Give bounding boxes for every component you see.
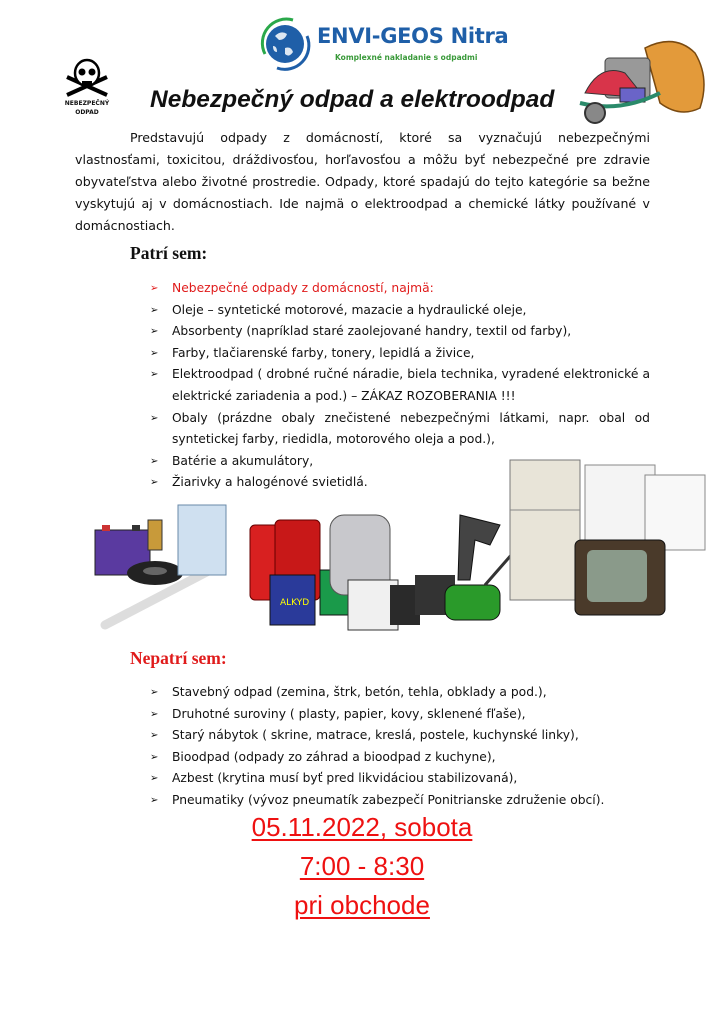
arrow-bullet-icon: ➢: [150, 347, 159, 359]
list-item: [150, 747, 620, 769]
list-item-text: Starý nábytok ( skrine, matrace, kreslá, postele, kuchynské linky),: [172, 728, 579, 743]
not-belongs-list: [150, 682, 620, 812]
arrow-bullet-icon: ➢: [150, 794, 159, 806]
canister-label: ALKYD: [280, 598, 310, 608]
schedule-place-text: pri obchode: [294, 890, 430, 920]
list-item-text: Nebezpečné odpady z domácností, najmä:: [172, 281, 434, 295]
list-item: [150, 343, 650, 365]
list-item-text: Batérie a akumulátory,: [172, 453, 314, 468]
list-item: [150, 790, 620, 812]
arrow-bullet-icon: ➢: [150, 369, 159, 381]
skull-crossbones-icon: [52, 55, 122, 101]
arrow-bullet-icon: ➢: [150, 687, 159, 698]
arrow-bullet-icon: ➢: [150, 283, 159, 294]
arrow-bullet-icon: ➢: [150, 773, 159, 785]
envi-geos-logo: [255, 14, 509, 74]
list-item: [150, 704, 620, 726]
globe-icon: [255, 14, 315, 74]
list-item: [150, 768, 620, 790]
list-item: [150, 278, 650, 300]
list-item-text: Azbest (krytina musí byť pred likvidáciou stabilizovaná),: [172, 771, 518, 786]
brand-tagline: Komplexné nakladanie s odpadmi: [335, 53, 478, 62]
list-item: [150, 364, 650, 407]
schedule-date-text: 05.11.2022, sobota: [251, 812, 473, 842]
arrow-bullet-icon: ➢: [150, 326, 159, 338]
hazard-skull-emblem: [52, 55, 122, 125]
list-item-text: Farby, tlačiarenské farby, tonery, lepidlá a živice,: [172, 345, 475, 360]
list-item-text: Absorbenty (napríklad staré zaolejované handry, textil od farby),: [172, 324, 572, 339]
arrow-bullet-icon: ➢: [150, 730, 159, 742]
list-item-text: Druhotné suroviny ( plasty, papier, kovy, sklenené fľaše),: [172, 706, 526, 721]
brand-name: ENVI-GEOS Nitra: [317, 24, 509, 48]
arrow-bullet-icon: ➢: [150, 751, 159, 763]
list-item-text: Obaly (prázdne obaly znečistené nebezpečnými látkami, napr. obal od syntetickej farby, riedidla, motorového oleja a pod.),: [172, 410, 650, 447]
schedule-date: [0, 812, 724, 843]
arrow-bullet-icon: ➢: [150, 412, 159, 424]
schedule-place: [0, 890, 724, 921]
list-item-text: Elektroodpad ( drobné ručné náradie, biela technika, vyradené elektronické a elektrické zariadenia a pod.) – ZÁKAZ ROZOBERANIA !!!: [172, 367, 650, 403]
list-item: [150, 682, 620, 704]
arrow-bullet-icon: ➢: [150, 304, 159, 316]
schedule-time: [0, 851, 724, 882]
mascot-wheelbarrow-illustration: [575, 38, 710, 128]
schedule-time-text: 7:00 - 8:30: [299, 851, 425, 881]
arrow-bullet-icon: ➢: [150, 455, 159, 467]
list-item-text: Bioodpad (odpady zo záhrad a bioodpad z kuchyne),: [172, 749, 496, 764]
arrow-bullet-icon: ➢: [150, 708, 159, 720]
page-title: Nebezpečný odpad a elektroodpad: [150, 86, 555, 113]
hazardous-items-illustration: [90, 455, 720, 645]
list-item-text: Oleje – syntetické motorové, mazacie a hydraulické oleje,: [172, 302, 527, 317]
list-item: [150, 725, 620, 747]
arrow-bullet-icon: ➢: [150, 477, 159, 489]
list-item: [150, 300, 650, 322]
list-item-text: Stavebný odpad (zemina, štrk, betón, tehla, obklady a pod.),: [172, 685, 547, 699]
list-item: [150, 408, 650, 451]
belongs-heading: Patrí sem:: [130, 243, 208, 263]
intro-paragraph: Predstavujú odpady z domácností, ktoré sa vyznačujú nebezpečnými vlastnosťami, toxicitou, dráždivosťou, horľavosťou a môžu byť nebezpečné pre zdravie obyvateľstva alebo životné prostredie. Odpady, ktoré spadajú do tejto kategórie sa bežne vyskytujú aj v domácnostiach. Ide najmä o elektroodpad a chemické látky používané v domácnostiach.: [75, 130, 650, 233]
list-item: [150, 321, 650, 343]
list-item-text: Pneumatiky (vývoz pneumatík zabezpečí Ponitrianske združenie obcí).: [172, 792, 605, 807]
hazard-label: NEBEZPEČNÝ ODPAD: [64, 100, 110, 116]
list-item-text: Žiarivky a halogénové svietidlá.: [172, 475, 368, 490]
not-belongs-heading: Nepatrí sem:: [130, 648, 227, 668]
